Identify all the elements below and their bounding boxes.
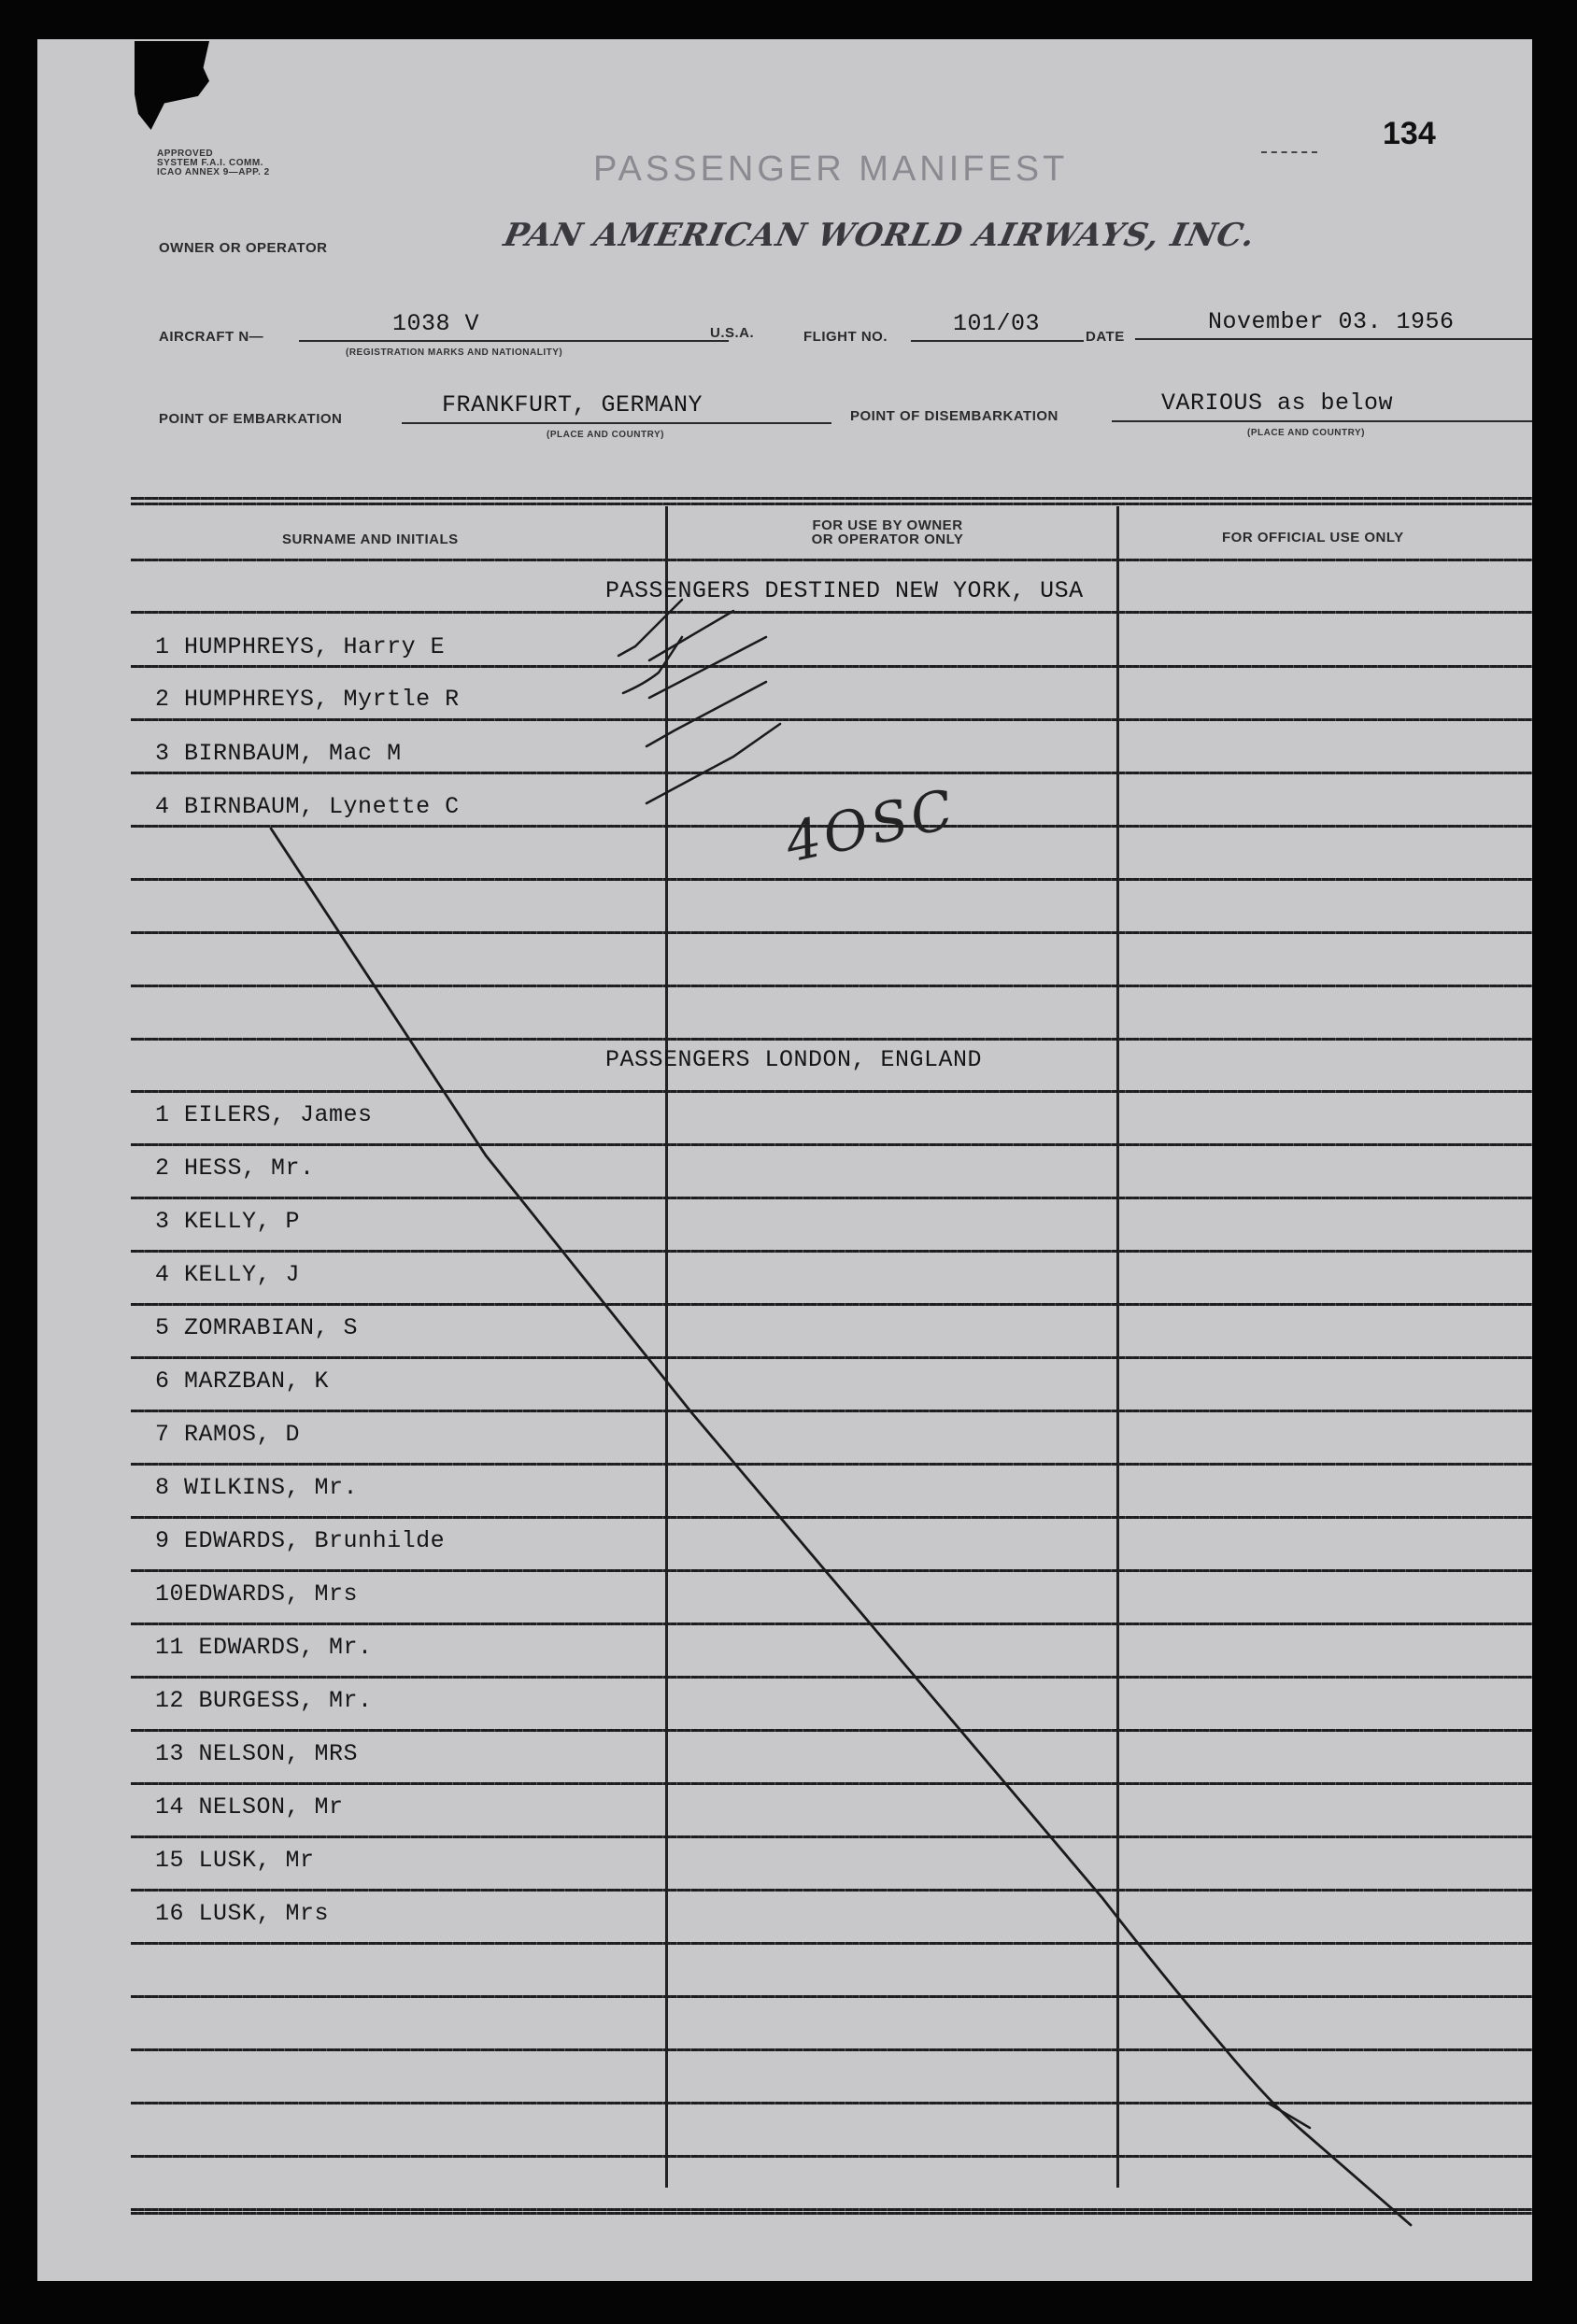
embark-caption: (PLACE AND COUNTRY) — [547, 430, 664, 440]
passenger-name: NELSON, Mr — [198, 1793, 344, 1821]
passenger-name: KELLY, J — [184, 1261, 301, 1288]
embark-value: FRANKFURT, GERMANY — [442, 391, 703, 418]
passenger-name: MARZBAN, K — [184, 1367, 330, 1395]
manifest-sheet — [37, 39, 1532, 2281]
row-number: 16 — [155, 1900, 185, 1927]
flight-label: FLIGHT NO. — [803, 329, 888, 345]
row-number: 10 — [155, 1580, 185, 1608]
passenger-name: BURGESS, Mr. — [198, 1687, 373, 1714]
strike-line — [271, 829, 1411, 2225]
date-value: November 03. 1956 — [1208, 308, 1455, 335]
column-owner-use-line-2: OR OPERATOR ONLY — [811, 531, 964, 547]
row-number: 12 — [155, 1687, 185, 1714]
date-label: DATE — [1086, 329, 1125, 345]
approval-line-2: SYSTEM F.A.I. COMM. — [157, 158, 263, 168]
disembark-caption: (PLACE AND COUNTRY) — [1247, 428, 1365, 438]
row-number: 4 — [155, 1261, 170, 1288]
row-number: 1 — [155, 1101, 170, 1128]
section-heading-london: PASSENGERS LONDON, ENGLAND — [605, 1046, 983, 1073]
passenger-name: LUSK, Mr — [198, 1847, 315, 1874]
row-number: 5 — [155, 1314, 170, 1341]
passenger-name: EDWARDS, Brunhilde — [184, 1527, 446, 1554]
disembark-label: POINT OF DISEMBARKATION — [850, 408, 1058, 424]
approval-line-1: APPROVED — [157, 149, 214, 159]
row-number: 2 — [155, 686, 170, 713]
passenger-name: KELLY, P — [184, 1208, 301, 1235]
row-number: 2 — [155, 1155, 170, 1182]
row-number: 14 — [155, 1793, 185, 1821]
row-number: 1 — [155, 633, 170, 660]
passenger-name: EILERS, James — [184, 1101, 373, 1128]
airline-name: PAN AMERICAN WORLD AIRWAYS, INC. — [500, 217, 1259, 254]
column-owner-use-line-1: FOR USE BY OWNER — [812, 517, 963, 533]
flight-value: 101/03 — [953, 310, 1041, 337]
row-number: 13 — [155, 1740, 185, 1767]
usa-label: U.S.A. — [710, 325, 755, 341]
page-number: 134 — [1383, 116, 1436, 151]
row-number: 11 — [155, 1634, 185, 1661]
passenger-name: HESS, Mr. — [184, 1155, 315, 1182]
row-number: 4 — [155, 793, 170, 820]
passenger-name: LUSK, Mrs — [198, 1900, 330, 1927]
passenger-name: BIRNBAUM, Lynette C — [184, 793, 460, 820]
pen-marks — [37, 39, 1532, 2281]
aircraft-caption: (REGISTRATION MARKS AND NATIONALITY) — [346, 347, 563, 358]
aircraft-label: AIRCRAFT N— — [159, 329, 264, 345]
disembark-value: VARIOUS as below — [1161, 390, 1394, 417]
passenger-name: EDWARDS, Mrs — [184, 1580, 359, 1608]
section-heading-new-york: PASSENGERS DESTINED NEW YORK, USA — [605, 577, 1084, 604]
row-number: 15 — [155, 1847, 185, 1874]
passenger-name: HUMPHREYS, Harry E — [184, 633, 446, 660]
column-surname: SURNAME AND INITIALS — [282, 531, 459, 547]
row-number: 3 — [155, 1208, 170, 1235]
owner-label: OWNER OR OPERATOR — [159, 240, 328, 256]
handwritten-note: 4OSC — [779, 776, 962, 875]
embark-label: POINT OF EMBARKATION — [159, 411, 343, 427]
row-number: 3 — [155, 740, 170, 767]
passenger-name: RAMOS, D — [184, 1421, 301, 1448]
passenger-name: WILKINS, Mr. — [184, 1474, 359, 1501]
row-number: 8 — [155, 1474, 170, 1501]
passenger-name: ZOMRABIAN, S — [184, 1314, 359, 1341]
check-mark-icon — [649, 637, 766, 698]
form-title: PASSENGER MANIFEST — [593, 149, 1069, 189]
passenger-name: HUMPHREYS, Myrtle R — [184, 686, 460, 713]
aircraft-value: 1038 V — [392, 310, 480, 337]
row-number: 7 — [155, 1421, 170, 1448]
passenger-name: EDWARDS, Mr. — [198, 1634, 373, 1661]
column-official: FOR OFFICIAL USE ONLY — [1222, 530, 1404, 546]
row-number: 9 — [155, 1527, 170, 1554]
approval-line-3: ICAO ANNEX 9—APP. 2 — [157, 167, 270, 177]
row-number: 6 — [155, 1367, 170, 1395]
passenger-name: BIRNBAUM, Mac M — [184, 740, 402, 767]
check-mark-icon — [646, 682, 766, 746]
strike-tick — [1269, 2104, 1310, 2128]
passenger-name: NELSON, MRS — [198, 1740, 359, 1767]
